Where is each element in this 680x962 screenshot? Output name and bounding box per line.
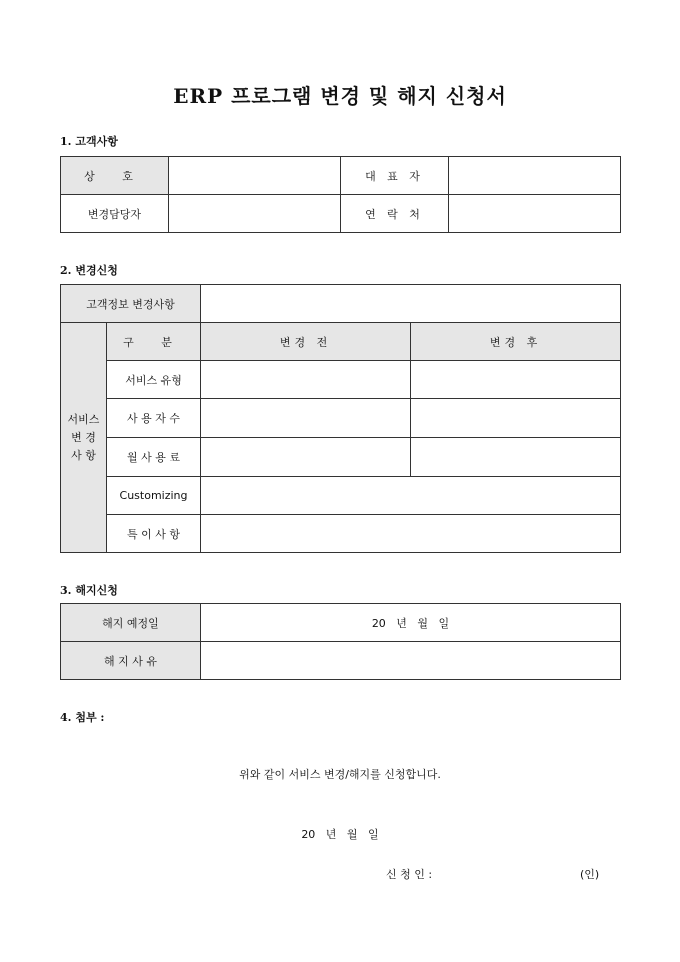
user-count-after-field[interactable] (411, 399, 621, 438)
category-header: 구 분 (107, 323, 201, 361)
termination-date-label: 해지 예정일 (61, 604, 201, 642)
seal-label: (인) (580, 868, 600, 881)
service-type-before-field[interactable] (201, 361, 411, 399)
termination-reason-field[interactable] (201, 642, 621, 680)
monthly-fee-after-field[interactable] (411, 438, 621, 477)
service-type-after-field[interactable] (411, 361, 621, 399)
customer-info-table (60, 156, 621, 233)
special-notes-field[interactable] (201, 515, 621, 553)
section-2-heading: 2. 변경신청 (60, 264, 118, 277)
service-change-label: 서비스 변 경 사 항 (61, 323, 107, 553)
customer-info-change-label: 고객정보 변경사항 (61, 285, 201, 323)
after-change-header: 변경 후 (411, 323, 621, 361)
section-3-heading: 3. 해지신청 (60, 584, 118, 597)
customizing-label: Customizing (107, 477, 201, 515)
contact-label: 연 락 처 (341, 195, 449, 233)
monthly-fee-before-field[interactable] (201, 438, 411, 477)
document-title: ERP 프로그램 변경 및 해지 신청서 (173, 84, 507, 108)
contact-field[interactable] (449, 195, 621, 233)
customizing-field[interactable] (201, 477, 621, 515)
request-statement: 위와 같이 서비스 변경/해지를 신청합니다. (239, 768, 441, 781)
customer-info-change-field[interactable] (201, 285, 621, 323)
before-change-header: 변경 전 (201, 323, 411, 361)
company-name-label: 상 호 (61, 157, 169, 195)
user-count-label: 사 용 자 수 (107, 399, 201, 438)
company-name-field[interactable] (169, 157, 341, 195)
change-manager-label: 변경담당자 (61, 195, 169, 233)
representative-field[interactable] (449, 157, 621, 195)
special-notes-label: 특 이 사 항 (107, 515, 201, 553)
monthly-fee-label: 월 사 용 료 (107, 438, 201, 477)
termination-reason-label: 해 지 사 유 (61, 642, 201, 680)
change-request-table (60, 284, 621, 553)
signature-date: 20 년 월 일 (301, 828, 379, 841)
section-1-heading: 1. 고객사항 (60, 135, 118, 148)
change-manager-field[interactable] (169, 195, 341, 233)
termination-date-field[interactable]: 20 년 월 일 (201, 604, 621, 642)
applicant-label: 신 청 인 : (386, 868, 433, 881)
section-4-heading: 4. 첨부 : (60, 711, 105, 724)
user-count-before-field[interactable] (201, 399, 411, 438)
termination-table (60, 603, 621, 680)
service-type-label: 서비스 유형 (107, 361, 201, 399)
representative-label: 대 표 자 (341, 157, 449, 195)
